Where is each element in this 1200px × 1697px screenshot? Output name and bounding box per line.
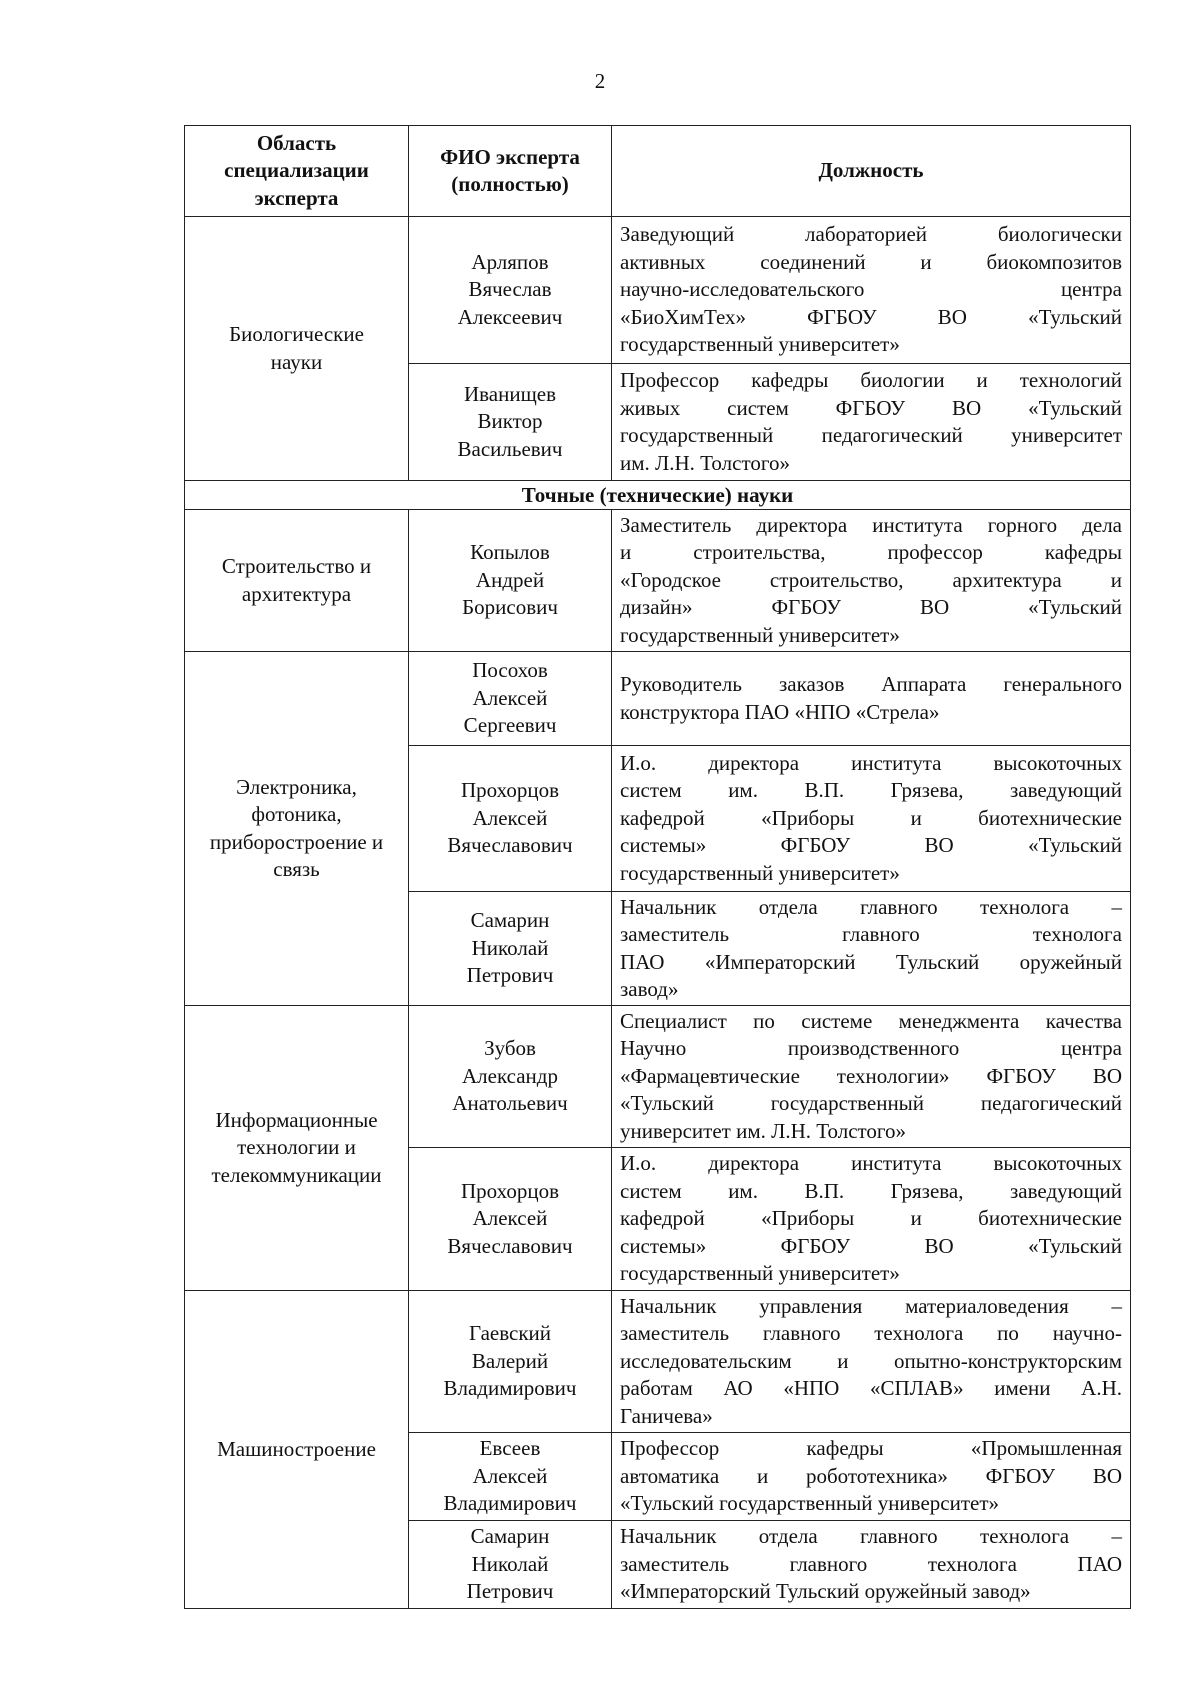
expert-name-cell: Самарин Николай Петрович [409,1521,612,1609]
position-cell: Начальник управления материаловедения – заместитель главного технолога по научно- исследовательским и опытно-конструкторским работам АО «НПО «СПЛАВ» имени А.Н. Ганичева» [612,1291,1131,1433]
expert-name-cell: Зубов Александр Анатольевич [409,1006,612,1148]
expert-name-cell: Евсеев Алексей Владимирович [409,1433,612,1521]
section-row [185,481,1131,510]
expert-name-cell: Иванищев Виктор Васильевич [409,364,612,481]
header-position: Должность [612,126,1131,217]
section-title: Точные (технические) науки [185,481,1131,510]
expert-name-cell: Посохов Алексей Сергеевич [409,652,612,746]
expert-name-cell: Самарин Николай Петрович [409,892,612,1006]
header-area: Область специализации эксперта [185,126,409,217]
header-name: ФИО эксперта (полностью) [409,126,612,217]
expert-name-cell: Прохорцов Алексей Вячеславович [409,1148,612,1291]
area-cell: Информационные технологии и телекоммуникации [185,1006,409,1291]
position-cell: Руководитель заказов Аппарата генерального конструктора ПАО «НПО «Стрела» [612,652,1131,746]
area-cell: Биологические науки [185,217,409,481]
expert-name-cell: Арляпов Вячеслав Алексеевич [409,217,612,364]
area-cell: Машиностроение [185,1291,409,1609]
position-cell: Заведующий лабораторией биологически активных соединений и биокомпозитов научно-исследовательского центра «БиоХимТех» ФГБОУ ВО «Тульский государственный университет» [612,217,1131,364]
table-row [185,217,1131,364]
header-row [185,126,1131,217]
position-cell: Профессор кафедры биологии и технологий живых систем ФГБОУ ВО «Тульский государственный педагогический университет им. Л.Н. Толстого» [612,364,1131,481]
expert-name-cell: Гаевский Валерий Владимирович [409,1291,612,1433]
area-cell: Электроника, фотоника, приборостроение и связь [185,652,409,1006]
position-cell: Начальник отдела главного технолога – заместитель главного технолога ПАО «Императорский Тульский оружейный завод» [612,1521,1131,1609]
expert-name-cell: Копылов Андрей Борисович [409,510,612,652]
table-row [185,652,1131,746]
expert-name-cell: Прохорцов Алексей Вячеславович [409,746,612,892]
position-cell: И.о. директора института высокоточных систем им. В.П. Грязева, заведующий кафедрой «Приборы и биотехнические системы» ФГБОУ ВО «Тульский государственный университет» [612,746,1131,892]
table-row [185,1291,1131,1433]
area-cell: Строительство и архитектура [185,510,409,652]
position-cell: Специалист по системе менеджмента качества Научно производственного центра «Фармацевтические технологии» ФГБОУ ВО «Тульский государственный педагогический университет им. Л.Н. Толстого» [612,1006,1131,1148]
position-cell: Профессор кафедры «Промышленная автоматика и робототехника» ФГБОУ ВО «Тульский государственный университет» [612,1433,1131,1521]
position-cell: Начальник отдела главного технолога – заместитель главного технолога ПАО «Императорский Тульский оружейный завод» [612,892,1131,1006]
page-number: 2 [594,69,606,93]
table-row [185,1006,1131,1148]
position-cell: И.о. директора института высокоточных систем им. В.П. Грязева, заведующий кафедрой «Приборы и биотехнические системы» ФГБОУ ВО «Тульский государственный университет» [612,1148,1131,1291]
position-cell: Заместитель директора института горного дела и строительства, профессор кафедры «Городское строительство, архитектура и дизайн» ФГБОУ ВО «Тульский государственный университет» [612,510,1131,652]
experts-table [184,125,1131,1609]
table-row [185,510,1131,652]
